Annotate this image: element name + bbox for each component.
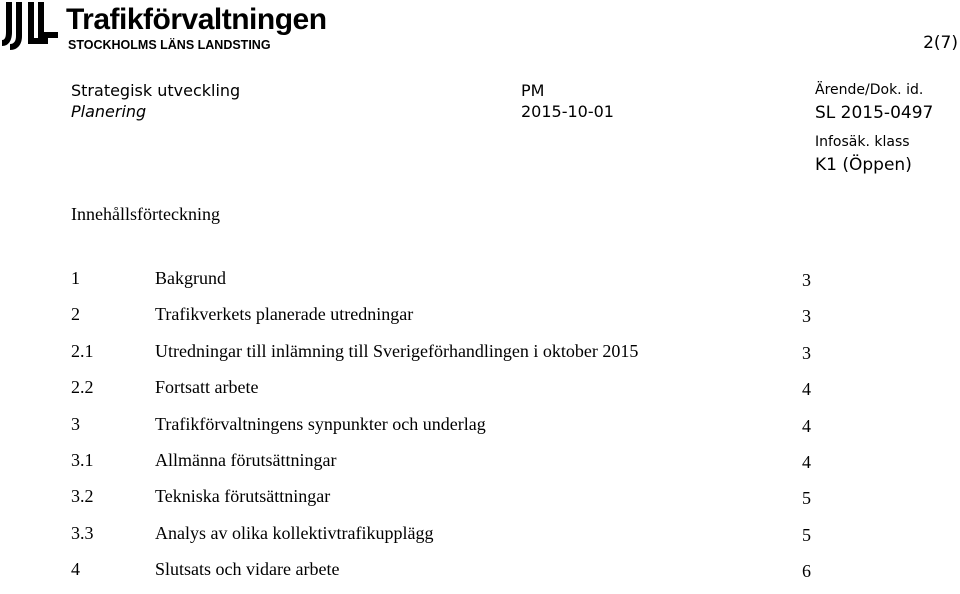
security-value: K1 (Öppen) [815, 155, 912, 175]
toc-entry-number: 3 [71, 413, 80, 434]
toc-entry[interactable] [71, 266, 831, 302]
organization-logo [2, 2, 332, 52]
toc-entry-number: 2 [71, 304, 80, 325]
case-label: Ärende/Dok. id. [815, 82, 924, 98]
doc-type-text: PM [521, 81, 545, 100]
meta-department-block [71, 80, 240, 122]
unit-text: Planering [71, 102, 147, 121]
sll-logo-mark-icon [2, 2, 60, 52]
toc-entry-page: 4 [802, 451, 811, 472]
toc-entry-number: 2.2 [71, 377, 94, 398]
toc-entry-number: 1 [71, 268, 80, 288]
toc-entry-title[interactable]: Trafikverkets planerade utredningar [155, 304, 414, 325]
toc-entry-page: 3 [802, 306, 811, 327]
toc-entry-number: 2.1 [71, 340, 94, 361]
logo-title: Trafikförvaltningen [66, 3, 327, 36]
case-id: SL 2015-0497 [815, 103, 934, 123]
table-of-contents [71, 266, 831, 594]
toc-entry-number: 3.1 [71, 449, 94, 470]
toc-entry-page: 4 [802, 415, 811, 436]
toc-entry-title[interactable]: Slutsats och vidare arbete [155, 559, 340, 580]
toc-entry-page: 3 [802, 270, 811, 290]
department-text: Strategisk utveckling [71, 81, 241, 100]
toc-entry-title[interactable]: Trafikförvaltningens synpunkter och underlag [155, 413, 486, 434]
meta-case-block [815, 80, 933, 125]
toc-entry-number: 3.2 [71, 486, 94, 507]
toc-entry-number: 3.3 [71, 522, 94, 543]
toc-entry-page: 3 [802, 342, 811, 363]
toc-entry-number: 4 [71, 559, 80, 580]
toc-entry-title[interactable]: Bakgrund [155, 268, 226, 288]
toc-entry[interactable] [71, 412, 831, 448]
toc-entry-title[interactable]: Fortsatt arbete [155, 377, 259, 398]
toc-entry[interactable] [71, 557, 831, 593]
toc-entry-title[interactable]: Utredningar till inlämning till Sverigeförhandlingen i oktober 2015 [155, 340, 639, 361]
toc-entry[interactable] [71, 302, 831, 338]
toc-heading: Innehållsförteckning [71, 204, 220, 224]
toc-entry-page: 6 [802, 561, 811, 582]
toc-entry-title[interactable]: Allmänna förutsättningar [155, 449, 337, 470]
doc-date-text: 2015-10-01 [521, 102, 614, 121]
toc-entry-page: 5 [802, 488, 811, 509]
meta-security-block [815, 132, 912, 177]
toc-entry[interactable] [71, 375, 831, 411]
page-number: 2(7) [923, 33, 958, 53]
logo-subtitle: STOCKHOLMS LÄNS LANDSTING [68, 38, 271, 52]
meta-doc-block [521, 80, 614, 122]
toc-entry[interactable] [71, 521, 831, 557]
toc-entry[interactable] [71, 484, 831, 520]
toc-entry-title[interactable]: Tekniska förutsättningar [155, 486, 331, 507]
toc-entry-title[interactable]: Analys av olika kollektivtrafikupplägg [155, 522, 434, 543]
toc-entry[interactable] [71, 339, 831, 375]
security-label: Infosäk. klass [815, 134, 910, 150]
toc-entry-page: 4 [802, 379, 811, 400]
toc-entry[interactable] [71, 448, 831, 484]
toc-entry-page: 5 [802, 524, 811, 545]
